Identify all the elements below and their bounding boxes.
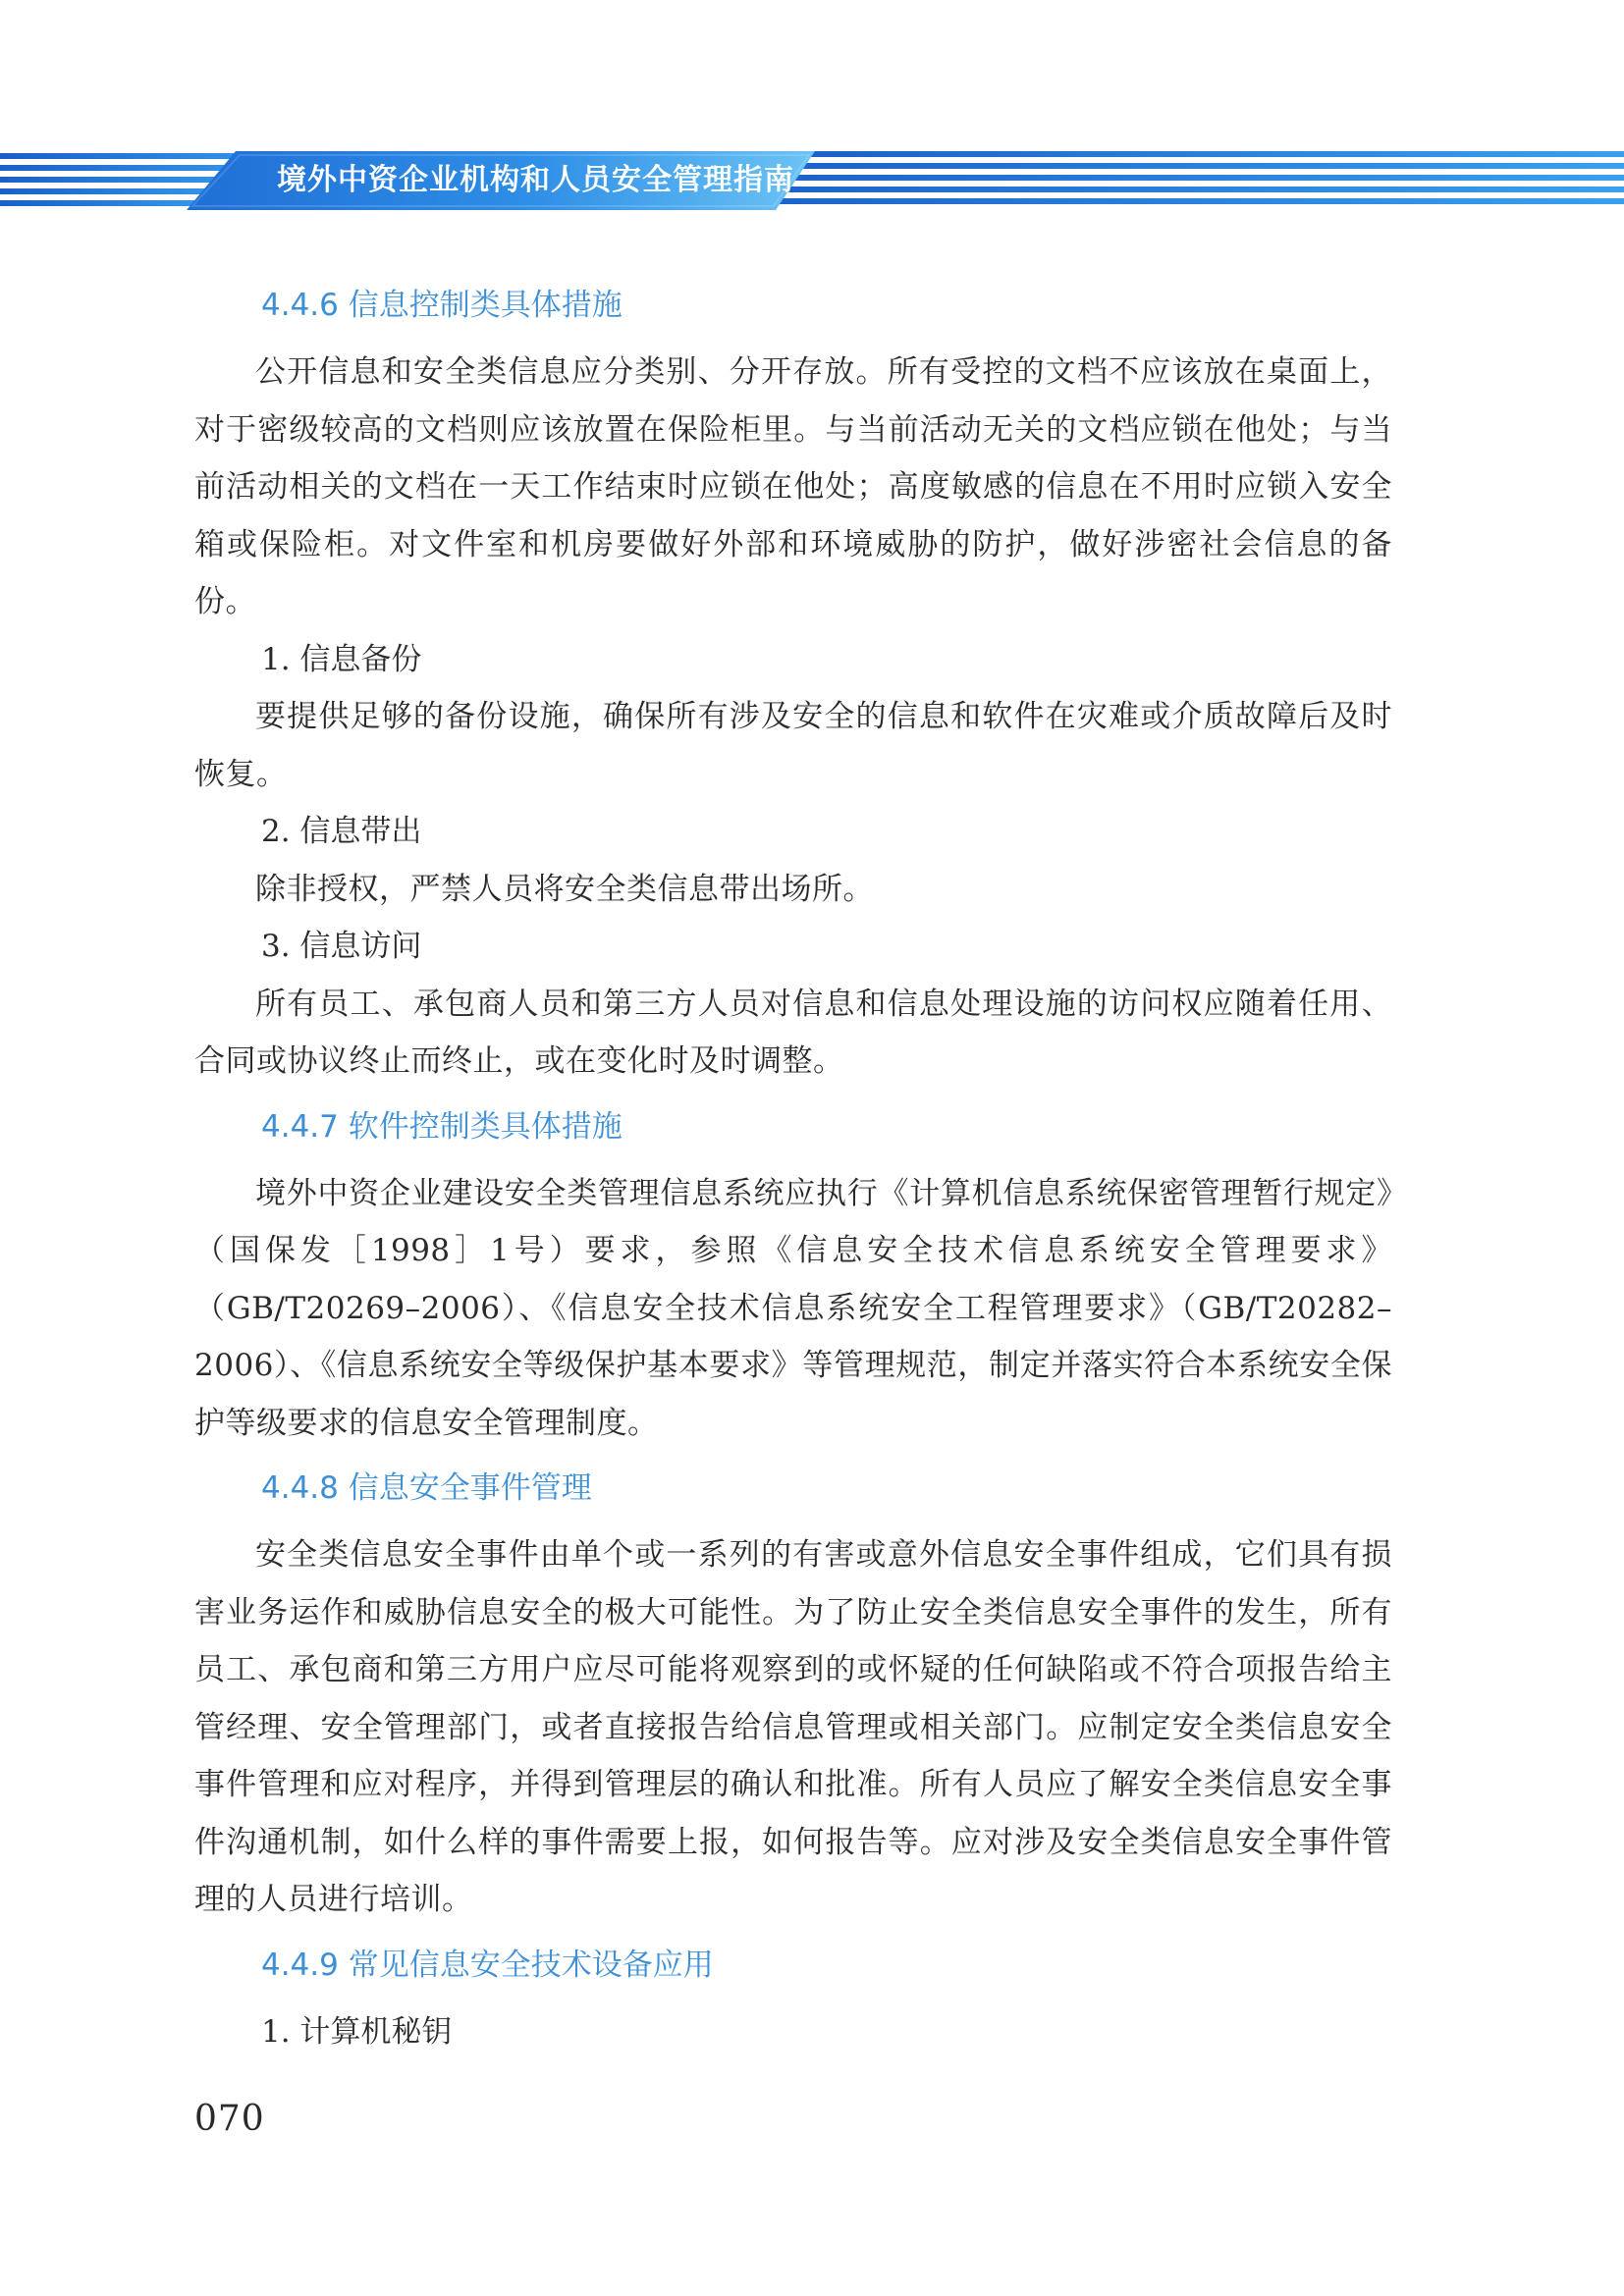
section-heading-4-4-7: 4.4.7 软件控制类具体措施: [261, 1108, 623, 1145]
section-heading-4-4-6: 4.4.6 信息控制类具体措施: [261, 288, 623, 323]
header-title: 境外中资企业机构和人员安全管理指南: [277, 163, 794, 197]
paragraph: 所有员工、承包商人员和第三方人员对信息和信息处理设施的访问权应随着任用、合同或协议终止而终止，或在变化时及时调整。: [194, 986, 1392, 1079]
section-heading-4-4-8: 4.4.8 信息安全事件管理: [261, 1470, 592, 1506]
paragraph: 境外中资企业建设安全类管理信息系统应执行《计算机信息系统保密管理暂行规定》（国保发［1998］1号）要求，参照《信息安全技术信息系统安全管理要求》（GB/T20269–2006）、《信息安全技术信息系统安全工程管理要求》（GB/T20282–2006）、《信息系统安全等级保护基本要求》等管理规范，制定并落实符合本系统安全保护等级要求的信息安全管理制度。: [194, 1175, 1392, 1441]
list-item-title: 1. 计算机秘钥: [261, 2013, 453, 2050]
paragraph: 要提供足够的备份设施，确保所有涉及安全的信息和软件在灾难或介质故障后及时恢复。: [194, 699, 1392, 792]
paragraph: 公开信息和安全类信息应分类别、分开存放。所有受控的文档不应该放在桌面上，对于密级较高的文档则应该放置在保险柜里。与当前活动无关的文档应锁在他处；与当前活动相关的文档在一天工作结束时应锁在他处；高度敏感的信息在不用时应锁入安全箱或保险柜。对文件室和机房要做好外部和环境威胁的防护，做好涉密社会信息的备份。: [194, 354, 1392, 619]
list-item-title: 2. 信息带出: [261, 814, 422, 849]
page-header-banner: [0, 145, 1624, 216]
paragraph: 除非授权，严禁人员将安全类信息带出场所。: [255, 871, 874, 907]
paragraph: 安全类信息安全事件由单个或一系列的有害或意外信息安全事件组成，它们具有损害业务运作和威胁信息安全的极大可能性。为了防止安全类信息安全事件的发生，所有员工、承包商和第三方用户应尽可能将观察到的或怀疑的任何缺陷或不符合项报告给主管经理、安全管理部门，或者直接报告给信息管理或相关部门。应制定安全类信息安全事件管理和应对程序，并得到管理层的确认和批准。所有人员应了解安全类信息安全事件沟通机制，如什么样的事件需要上报，如何报告等。应对涉及安全类信息安全事件管理的人员进行培训。: [194, 1537, 1392, 1917]
section-heading-4-4-9: 4.4.9 常见信息安全技术设备应用: [261, 1947, 714, 1983]
list-item-title: 1. 信息备份: [261, 641, 422, 677]
page-number: 070: [194, 2099, 265, 2139]
list-item-title: 3. 信息访问: [261, 929, 422, 964]
header-stripes-graphic: [0, 145, 1624, 216]
page-content: [194, 277, 1392, 2060]
